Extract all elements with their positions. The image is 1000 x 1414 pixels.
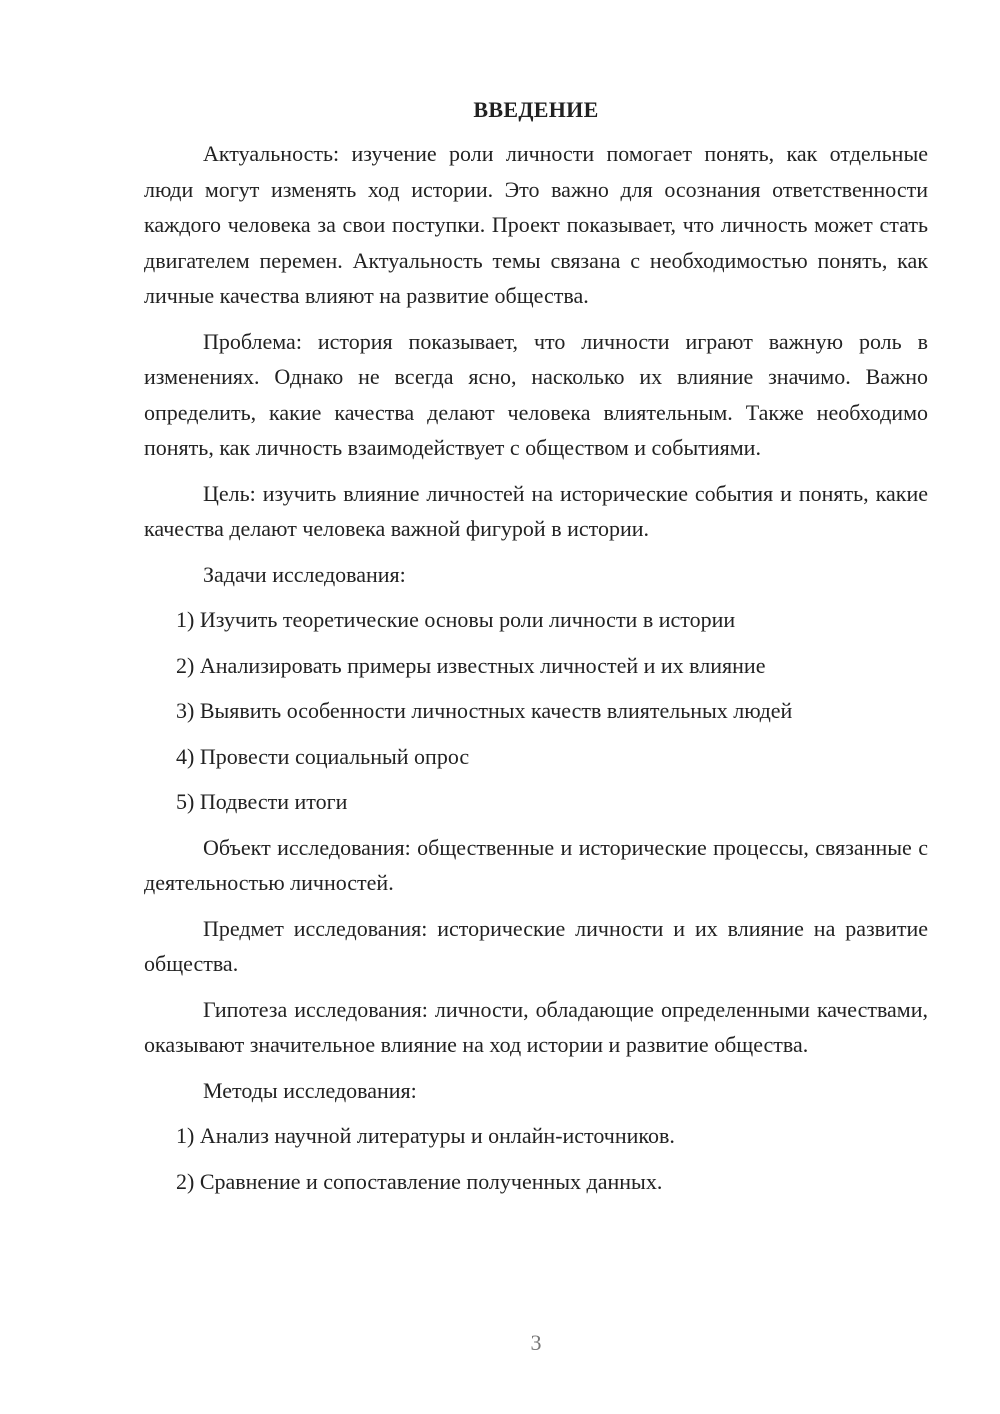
method-item: 2) Сравнение и сопоставление полученных данных.: [176, 1168, 663, 1194]
task-item: 4) Провести социальный опрос: [176, 743, 470, 769]
document-page: [144, 96, 928, 1209]
goal-paragraph: Цель: изучить влияние личностей на исторические события и понять, какие качества делают человека важной фигурой в истории.: [144, 480, 928, 541]
page-title: ВВЕДЕНИЕ: [473, 97, 599, 122]
method-item: 1) Анализ научной литературы и онлайн-источников.: [176, 1123, 675, 1148]
hypothesis-paragraph: Гипотеза исследования: личности, обладающие определенными качествами, оказывают значительное влияние на ход истории и развитие общества.: [144, 996, 928, 1057]
task-item: 3) Выявить особенности личностных качеств влиятельных людей: [176, 698, 793, 723]
subject-paragraph: Предмет исследования: исторические личности и их влияние на развитие общества.: [144, 915, 928, 976]
relevance-paragraph: Актуальность: изучение роли личности помогает понять, как отдельные люди могут изменять ход истории. Это важно для осознания ответственности каждого человека за свои поступки. Проект показывает, что личность может стать двигателем перемен. Актуальность темы связана с необходимостью понять, как личные качества влияют на развитие общества.: [144, 141, 928, 308]
tasks-heading: Задачи исследования:: [203, 561, 406, 587]
page-number: 3: [530, 1330, 542, 1355]
task-item: 5) Подвести итоги: [176, 789, 348, 814]
object-paragraph: Объект исследования: общественные и исторические процессы, связанные с деятельностью личностей.: [144, 834, 928, 895]
task-item: 2) Анализировать примеры известных личностей и их влияние: [176, 652, 766, 678]
methods-heading: Методы исследования:: [203, 1077, 417, 1103]
problem-paragraph: Проблема: история показывает, что личности играют важную роль в изменениях. Однако не всегда ясно, насколько их влияние значимо. Важно определить, какие качества делают человека влиятельным. Также необходимо понять, как личность взаимодействует с обществом и событиями.: [144, 328, 928, 460]
task-item: 1) Изучить теоретические основы роли личности в истории: [176, 607, 736, 632]
